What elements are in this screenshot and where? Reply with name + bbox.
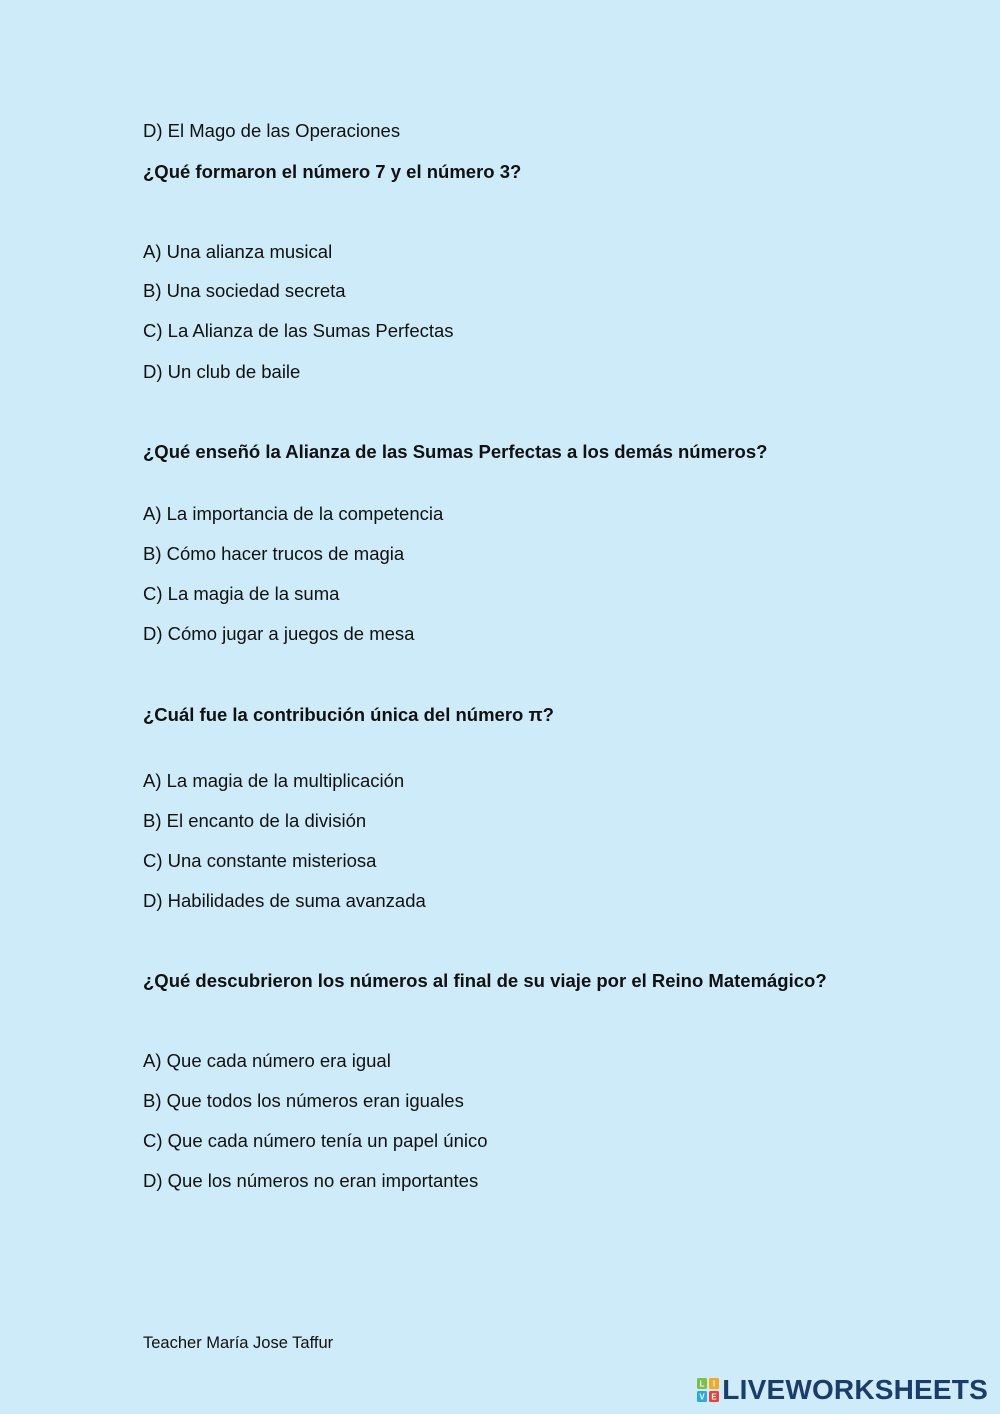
option-text: D) Que los números no eran importantes [143,1170,479,1191]
option-text: A) Que cada número era igual [143,1050,391,1071]
option-text: A) La importancia de la competencia [143,503,444,524]
option-text: D) Habilidades de suma avanzada [143,890,426,911]
option-text: C) La magia de la suma [143,583,340,604]
option-text: B) Que todos los números eran iguales [143,1090,464,1111]
question-heading: ¿Qué enseñó la Alianza de las Sumas Perfectas a los demás números? [143,441,768,462]
option-text: A) Una alianza musical [143,241,333,262]
logo-letter-e: E [711,1392,717,1402]
liveworksheets-logo-icon [697,1378,719,1402]
question-heading: ¿Qué descubrieron los números al final de su viaje por el Reino Matemágico? [143,970,827,991]
option-text: A) La magia de la multiplicación [143,770,405,791]
option-text: B) El encanto de la división [143,810,367,831]
logo-letter-v: V [699,1392,705,1402]
option-text: C) Una constante misteriosa [143,850,377,871]
option-text: B) Cómo hacer trucos de magia [143,543,405,564]
author-credit: Teacher María Jose Taffur [143,1334,334,1352]
option-text: C) La Alianza de las Sumas Perfectas [143,320,454,341]
liveworksheets-brand [697,1374,988,1406]
liveworksheets-wordmark: LIVEWORKSHEETS [722,1374,988,1405]
option-text: D) El Mago de las Operaciones [143,120,401,141]
logo-letter-i: I [713,1379,716,1389]
logo-letter-l: L [699,1379,705,1389]
option-text: D) Un club de baile [143,361,301,382]
option-text: C) Que cada número tenía un papel único [143,1130,488,1151]
option-text: B) Una sociedad secreta [143,280,346,301]
question-heading: ¿Cuál fue la contribución única del número π? [143,704,554,725]
option-text: D) Cómo jugar a juegos de mesa [143,623,415,644]
question-heading: ¿Qué formaron el número 7 y el número 3? [143,161,522,182]
